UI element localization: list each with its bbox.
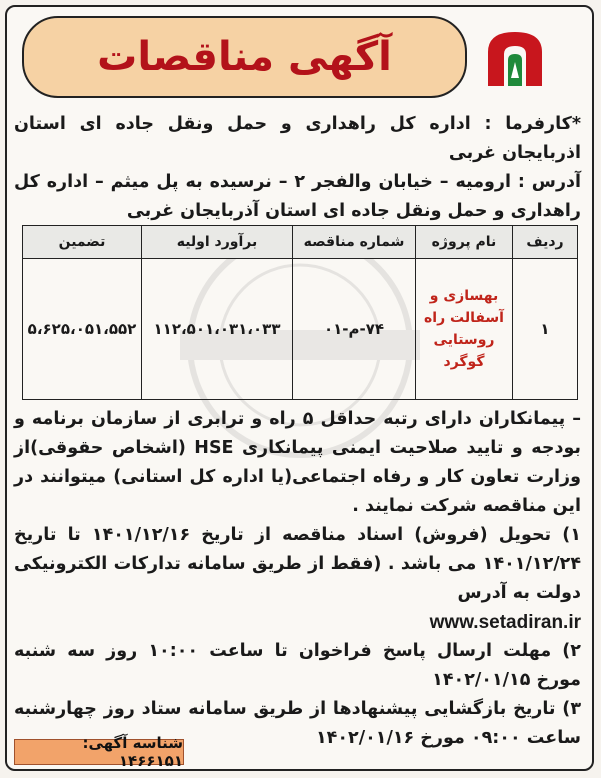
table-row [23, 259, 578, 400]
col-header-row-number: ردیف [513, 226, 578, 259]
cell-tender-number: ۷۴-م-۰۱ [293, 259, 416, 400]
item-3: ۳) تاریخ بازگشایی پیشنهادها از طریق سامانه ستاد روز چهارشنبه ساعت ۰۹:۰۰ مورخ ۱۴۰۲/۰۱/۱۶ [14, 699, 581, 748]
item-1: ۱) تحویل (فروش) اسناد مناقصه از تاریخ ۱۴۰۱/۱۲/۱۶ تا تاریخ ۱۴۰۱/۱۲/۲۴ می باشد . (فقط از طریق سامانه تدارکات الکترونیکی دولت به آدرس [14, 525, 581, 603]
col-header-estimate: برآورد اولیه [142, 226, 293, 259]
col-header-tender-number: شماره مناقصه [293, 226, 416, 259]
cell-project: بهسازی و آسفالت راه روستایی گوگرد [416, 259, 513, 400]
cell-guarantee: ۵،۶۲۵،۰۵۱،۵۵۲ [23, 259, 142, 400]
col-header-project: نام پروژه [416, 226, 513, 259]
cell-estimate: ۱۱۲،۵۰۱،۰۳۱،۰۳۳ [142, 259, 293, 400]
ad-id-text: شناسه آگهی: ۱۴۶۶۱۵۱ [82, 734, 183, 770]
header-banner [22, 16, 467, 98]
page-title: آگهی مناقصات [97, 34, 392, 80]
conditions-section [14, 405, 581, 753]
eligibility-paragraph: – پیمانکاران دارای رتبه حداقل ۵ راه و ترابری از سازمان برنامه و بودجه و تایید صلاحیت ایمنی پیمانکاری HSE (اشخاص حقوقی)از وزارت تعاون کار و رفاه اجتماعی(یا اداره کل استانی) میتوانند در این مناقصه شرکت نمایند . [14, 409, 582, 516]
col-header-guarantee: تضمین [23, 226, 142, 259]
address-line: آدرس : ارومیه – خیابان والفجر ۲ – نرسیده به پل میثم – اداره کل راهداری و حمل ونقل جاده ای استان آذربایجان غربی [14, 172, 581, 221]
tender-table [22, 225, 578, 400]
employer-line: *کارفرما : اداره کل راهداری و حمل ونقل جاده ای استان اذربایجان غربی [14, 114, 581, 163]
cell-row-number: ۱ [513, 259, 578, 400]
intro-section [14, 110, 581, 226]
website-link[interactable]: www.setadiran.ir [429, 612, 581, 633]
road-organization-logo-icon [478, 22, 552, 96]
ad-id-badge [14, 734, 184, 770]
item-2: ۲) مهلت ارسال پاسخ فراخوان تا ساعت ۱۰:۰۰ روز سه شنبه مورخ ۱۴۰۲/۰۱/۱۵ [14, 641, 581, 690]
table-header-row [23, 226, 578, 259]
